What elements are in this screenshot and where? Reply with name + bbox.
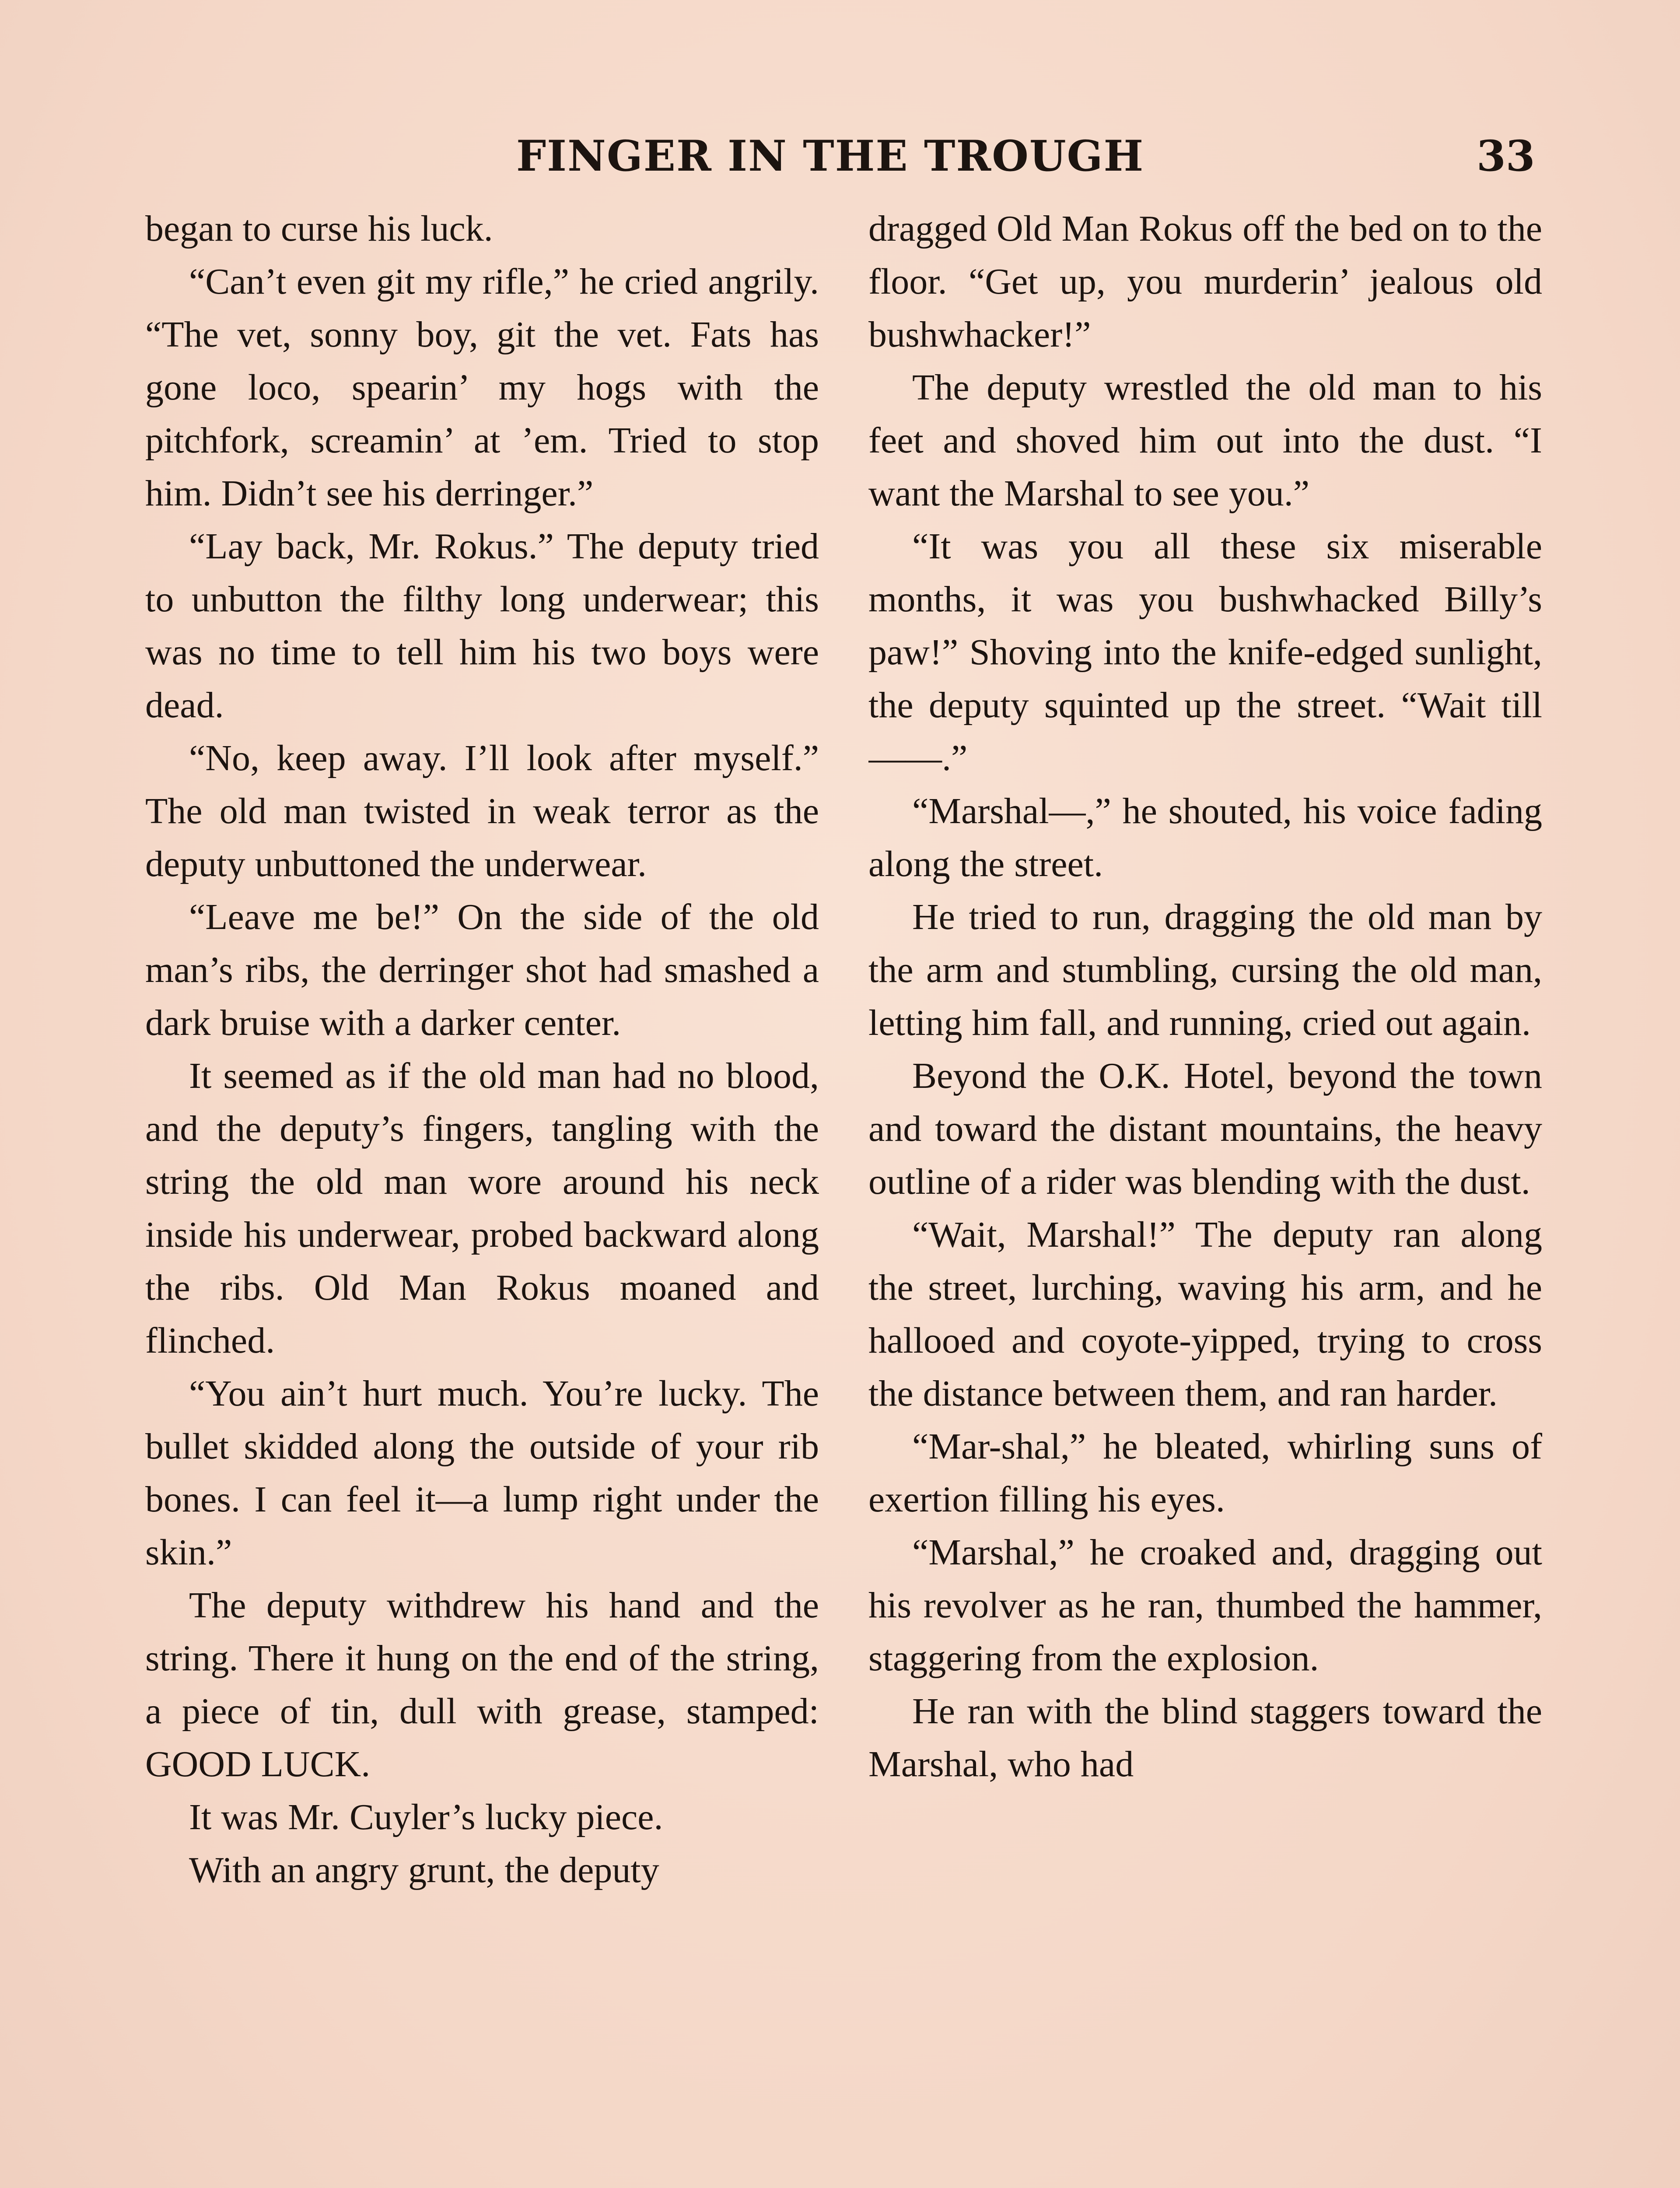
paragraph: With an angry grunt, the deputy: [189, 1850, 659, 1890]
paragraph: The deputy withdrew his hand and the string. There it hung on the end of the string, a piece of tin, dull with grease, stamped: GOOD LUCK.: [145, 1585, 819, 1785]
paragraph: “No, keep away. I’ll look after myself.” The old man twisted in weak terror as the deputy unbuttoned the underwear.: [145, 738, 819, 884]
paragraph: “It was you all these six miserable months, it was you bushwhacked Billy’s paw!” Shoving into the knife-edged sunlight, the deputy squinted up the street. “Wait till——.”: [868, 526, 1542, 778]
paragraph: It seemed as if the old man had no blood, and the deputy’s fingers, tangling with the string the old man wore around his neck inside his underwear, probed backward along the ribs. Old Man Rokus moaned and flinched.: [145, 1055, 819, 1361]
paragraph: “Marshal,” he croaked and, dragging out his revolver as he ran, thumbed the hammer, staggering from the explosion.: [868, 1532, 1542, 1679]
paragraph: began to curse his luck.: [145, 208, 493, 249]
paragraph: “Lay back, Mr. Rokus.” The deputy tried to unbutton the filthy long underwear; this was no time to tell him his two boys were dead.: [145, 526, 819, 726]
paragraph: “Can’t even git my rifle,” he cried angrily. “The vet, sonny boy, git the vet. Fats has gone loco, spearin’ my hogs with the pitchfork, screamin’ at ’em. Tried to stop him. Didn’t see his derringer.”: [145, 261, 819, 514]
paragraph: “Wait, Marshal!” The deputy ran along the street, lurching, waving his arm, and he hallooed and coyote-yipped, trying to cross the distance between them, and ran harder.: [868, 1214, 1542, 1414]
paragraph: “You ain’t hurt much. You’re lucky. The bullet skidded along the outside of your rib bones. I can feel it—a lump right under the skin.”: [145, 1373, 819, 1573]
paragraph: “Mar-shal,” he bleated, whirling suns of exertion filling his eyes.: [868, 1426, 1542, 1520]
paragraph: “Marshal—,” he shouted, his voice fading along the street.: [868, 791, 1542, 884]
running-header: [0, 131, 1680, 188]
paragraph: The deputy wrestled the old man to his feet and shoved him out into the dust. “I want the Marshal to see you.”: [868, 367, 1542, 514]
paragraph: It was Mr. Cuyler’s lucky piece.: [189, 1797, 663, 1837]
paragraph: dragged Old Man Rokus off the bed on to the floor. “Get up, you murderin’ jealous old bushwhacker!”: [868, 208, 1542, 355]
paragraph: “Leave me be!” On the side of the old man’s ribs, the derringer shot had smashed a dark bruise with a darker center.: [145, 897, 819, 1043]
paragraph: He tried to run, dragging the old man by the arm and stumbling, cursing the old man, letting him fall, and running, cried out again.: [868, 897, 1542, 1043]
right-column: [868, 202, 1542, 2171]
left-column: [145, 202, 819, 2171]
paragraph: Beyond the O.K. Hotel, beyond the town and toward the distant mountains, the heavy outline of a rider was blending with the dust.: [868, 1055, 1542, 1202]
page-number: 33: [1477, 131, 1535, 181]
chapter-title: FINGER IN THE TROUGH: [516, 131, 1144, 181]
paragraph: He ran with the blind staggers toward the Marshal, who had: [868, 1691, 1542, 1785]
